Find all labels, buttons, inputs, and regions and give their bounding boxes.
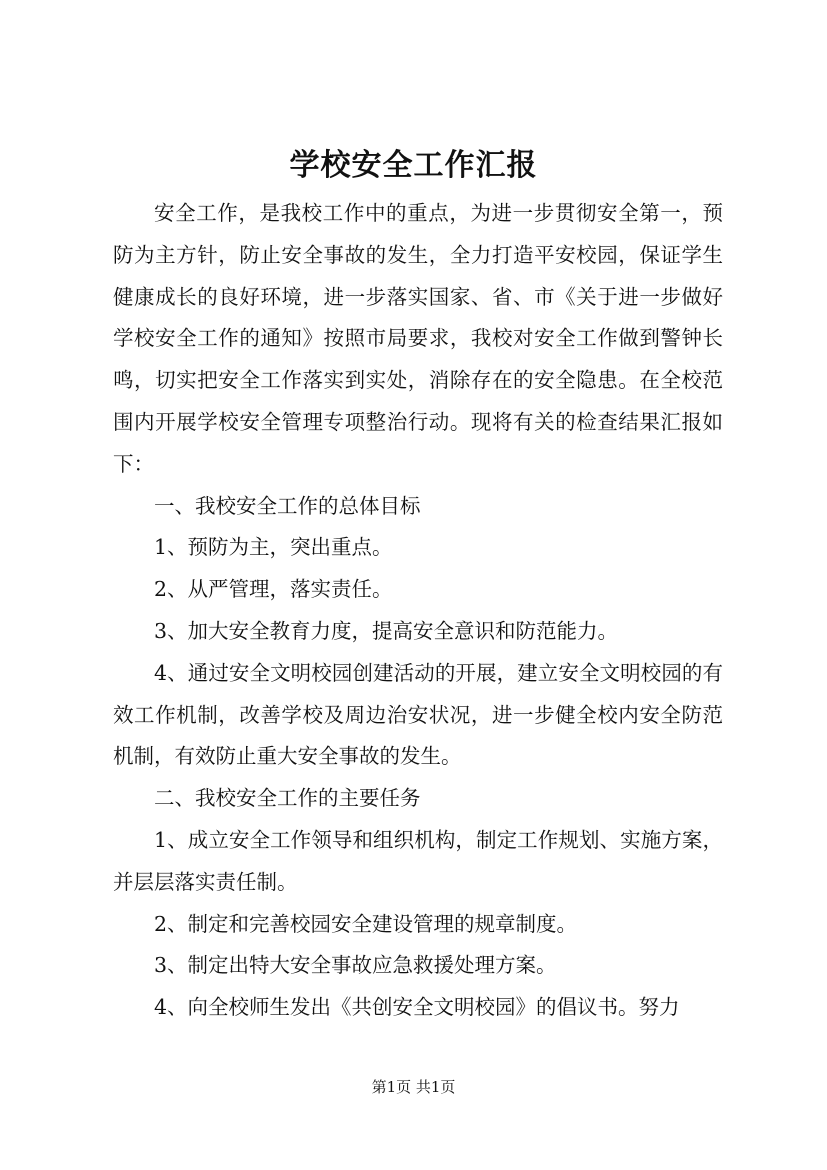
document-body	[113, 193, 723, 1029]
heading-overall-goals: 一、我校安全工作的总体目标	[154, 493, 421, 518]
list-item: 1、预防为主，突出重点。	[154, 535, 393, 560]
list-item: 2、从严管理，落实责任。	[154, 577, 393, 602]
list-item: 4、向全校师生发出《共创安全文明校园》的倡议书。努力	[154, 995, 680, 1020]
document-title: 学校安全工作汇报	[289, 148, 538, 183]
list-item: 2、制定和完善校园安全建设管理的规章制度。	[154, 911, 578, 936]
list-item: 4、通过安全文明校园创建活动的开展，建立安全文明校园的有效工作机制，改善学校及周边治安状况，进一步健全校内安全防范机制，有效防止重大安全事故的发生。	[113, 660, 723, 769]
heading-main-tasks: 二、我校安全工作的主要任务	[154, 786, 421, 811]
list-item: 3、制定出特大安全事故应急救援处理方案。	[154, 953, 557, 978]
paragraph-intro: 安全工作，是我校工作中的重点，为进一步贯彻安全第一，预防为主方针，防止安全事故的发生，全力打造平安校园，保证学生健康成长的良好环境，进一步落实国家、省、市《关于进一步做好学校安全工作的通知》按照市局要求，我校对安全工作做到警钟长鸣，切实把安全工作落实到实处，消除存在的安全隐患。在全校范围内开展学校安全管理专项整治行动。现将有关的检查结果汇报如下：	[113, 201, 723, 476]
page-footer: 第1页 共1页	[371, 1078, 456, 1096]
list-item: 1、成立安全工作领导和组织机构，制定工作规划、实施方案，并层层落实责任制。	[113, 827, 723, 894]
list-item: 3、加大安全教育力度，提高安全意识和防范能力。	[154, 618, 619, 643]
